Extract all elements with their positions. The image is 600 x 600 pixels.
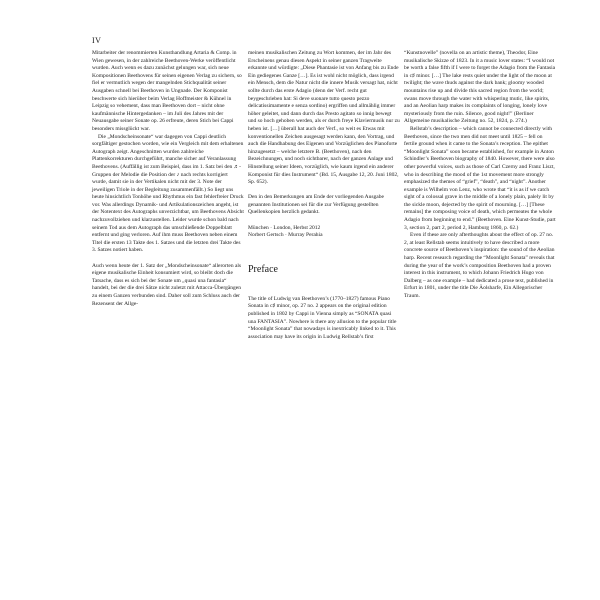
signature-block: München · London, Herbst 2012 Norbert Gertsch · Murray Perahia (248, 224, 323, 239)
english-column-right (404, 50, 556, 301)
paragraph: “Kunstnovelle” (novella on an artistic theme), Theodor, Eine musikalische Skizze of 1823. In it a music lover states: “I would not be worth a false fifth if I were to forget the Adagio from the Fantasia in c♯ minor. […] The lake rests quiet under the light of the moon at twilight; the wave thuds against the dark bank; gloomy wooded mountains rise up and divide this sacred region from the world; swans move through the water with whispering mutic, like spirits, and an Aeolian harp makes its complaints of longing, lonely love mysteriously from the ruin. Silence, good night!” (Berliner Allgemeine musikalische Zeitung no. 52, 1824, p. 274.) (404, 50, 556, 125)
german-column-left (92, 50, 244, 308)
paragraph: Even if these are only afterthoughts about the effect of op. 27 no. 2, at least Rellstab seems intuitively to have described a more concrete source of Beethoven’s inspiration: the sound of the Aeolian harp. Recent research regarding the “Moonlight Sonata” reveals that during the year of the work’s composition Beethoven had a proven interest in this instrument, to which Johann Friedrich Hugo von Dalberg – as one example – had dedicated a prose text, published in Erfurt in 1801, under the title Die Äolsharfe, Ein Allegorischer Traum. (404, 232, 555, 299)
german-column-middle (248, 50, 400, 341)
paragraph: Den in den Bemerkungen am Ende der vorliegenden Ausgabe genannten Institutionen sei für die zur Verfügung gestellten Quellenkopien herzlich gedankt. (248, 194, 384, 216)
preface-heading: Preface (248, 263, 278, 275)
paragraph: The title of Ludwig van Beethoven’s (1770–1827) famous Piano Sonata in c♯ minor, op. 27 no. 2 appears on the original edition published in 1802 by Cappi in Vienna simply as “SONATA quasi una FANTASIA”. Nowhere is there any allusion to the popular title “Moonlight Sonata” that nowadays is inextricably linked to it. This association may have its origin in Ludwig Rellstab’s first (248, 295, 397, 340)
paragraph: Auch wenn heute der 1. Satz der „Mondscheinsonate“ allerorten als eigene musikalische Einheit konsumiert wird, so bleibt doch die Tatsache, dass es sich bei der Sonate um „quasi una fantasia“ handelt, bei der die drei Sätze nicht zuletzt mit Attacca-Übergängen zu einem Ganzen verbunden sind. Daher soll zum Schluss auch der Rezensent der Allge- (92, 262, 242, 307)
paragraph: meinen musikalischen Zeitung zu Wort kommen, der im Jahr des Erscheinens genau diesen Aspekt in seiner ganzen Tragweite erkannte und würdigte: „Diese Phantasie ist von Anfang bis zu Ende Ein gediegenes Ganze […]. Es ist wohl nicht möglich, dass irgend ein Mensch, dem die Natur nicht die innere Musik versagt hat, nicht sollte durch das erste Adagio (denn der Verf. recht gut beygeschrieben hat: Si deve suonare tutto questo pezzo delicatissimamente e senza sordino) ergriffen und allmählig immer höher geleitet, und dann durch das Presto agitato so innig bewegt und so hoch gehoben werden, als er durch freye Klaviermusik nur zu heben ist. […] überall hat auch der Verf., so weit es Etwas mit konventionellen Zeichen ausgesagt werden kann, den Vortrag, und auch die Handhabung des Eigenen und Vorzüglichen des Pianoforte hinzugesetzt – welche letztere B. (Beethoven), nach den Bezeichnungen, und noch sichtbarer, nach der ganzen Anlage und Hinstellung seiner Ideen, vorzüglich, wie kaum irgend ein anderer Komponist für dies Instrument“ (Bd. 15, Ausgabe 12, 20. Juni 1802, Sp. 652). (248, 50, 400, 186)
page-number: IV (92, 36, 102, 45)
paragraph: Mitarbeiter der renommierten Kunsthandlung Artaria & Comp. in Wien gewesen, in der zahlreiche Beethoven-Werke veröffentlicht wurden. Auch wenn es dazu zunächst gelungen war, sich neue Kompositionen Beethovens für seinen eigenen Verlag zu sichern, so fiel er vermutlich wegen der mangelnden Stichqualität seiner Ausgaben schnell bei Beethoven in Ungnade. Der Komponist beschwerte sich hierüber beim Verlag Hoffmeister & Kühnel in Leipzig so vehement, dass man Beethoven dort – nicht ohne kaufmännische Hintergedanken – im Juli des Jahres mit der Neuausgabe seiner Sonate op. 26 erfreute, deren Stich bei Cappi besonders missglückt war. (92, 50, 242, 132)
paragraph: Rellstab’s description – which cannot be connected directly with Beethoven, since the two men did not meet until 1825 – fell on fertile ground when it came to the Sonata’s reception. The epithet “Moonlight Sonata” soon became established, for example in Anton Schindler’s Beethoven biography of 1840. However, there were also other powerful voices, such as those of Carl Czerny and Franz Liszt, who in describing the mood of the 1st movement more strongly emphasized the themes of “grief”, “death”, and “night”. Another example is Wilhelm von Lenz, who wrote that “it is as if we catch sight of a colossal grave in the middle of a lonely plain, palely lit by the sickle moon, dejected by the spirit of mourning. […] [These remains] the composing voice of death, which permeates the whole Adagio from beginning to end.” (Beethoven. Eine Kunst-Studie, part 3, section 2, part 2, period 2, Hamburg 1860, p. 62.) (404, 125, 556, 231)
paragraph: Die „Mondscheinsonate“ war dagegen von Cappi deutlich sorgfältiger gestochen worden, wie ein Vergleich mit dem erhaltenen Autograph zeigt. Angeschnitten wurden zahlreiche Plattenkorrekturen durchgeführt, manche sicher auf Veranlassung Beethovens. (Auffällig ist zum Beispiel, dass im 1. Satz bei den ♬-Gruppen der Melodie die Position der ♪ nach rechts korrigiert wurde, damit sie in der Vertikalen nicht mit der 3. Note der jeweiligen Triole in der Begleitung zusammenfällt.) So liegt uns heute hinsichtlich Tonhöhe und Rhythmus ein fast fehlerfreier Druck vor. Was allerdings Dynamik- und Artikulationszeichen angeht, ist der Notentext des Autographs unverzichtbar, um Beethovens Absicht nachzuvollziehen und klarzustellen. Leider wurde schon bald nach seinem Tod aus dem Autograph das umschließende Doppelblatt entfernt und ging verloren. Auf ihm muss Beethoven neben einem Titel die ersten 13 Takte des 1. Satzes und die letzten drei Takte des 3. Satzes notiert haben. (92, 133, 244, 254)
